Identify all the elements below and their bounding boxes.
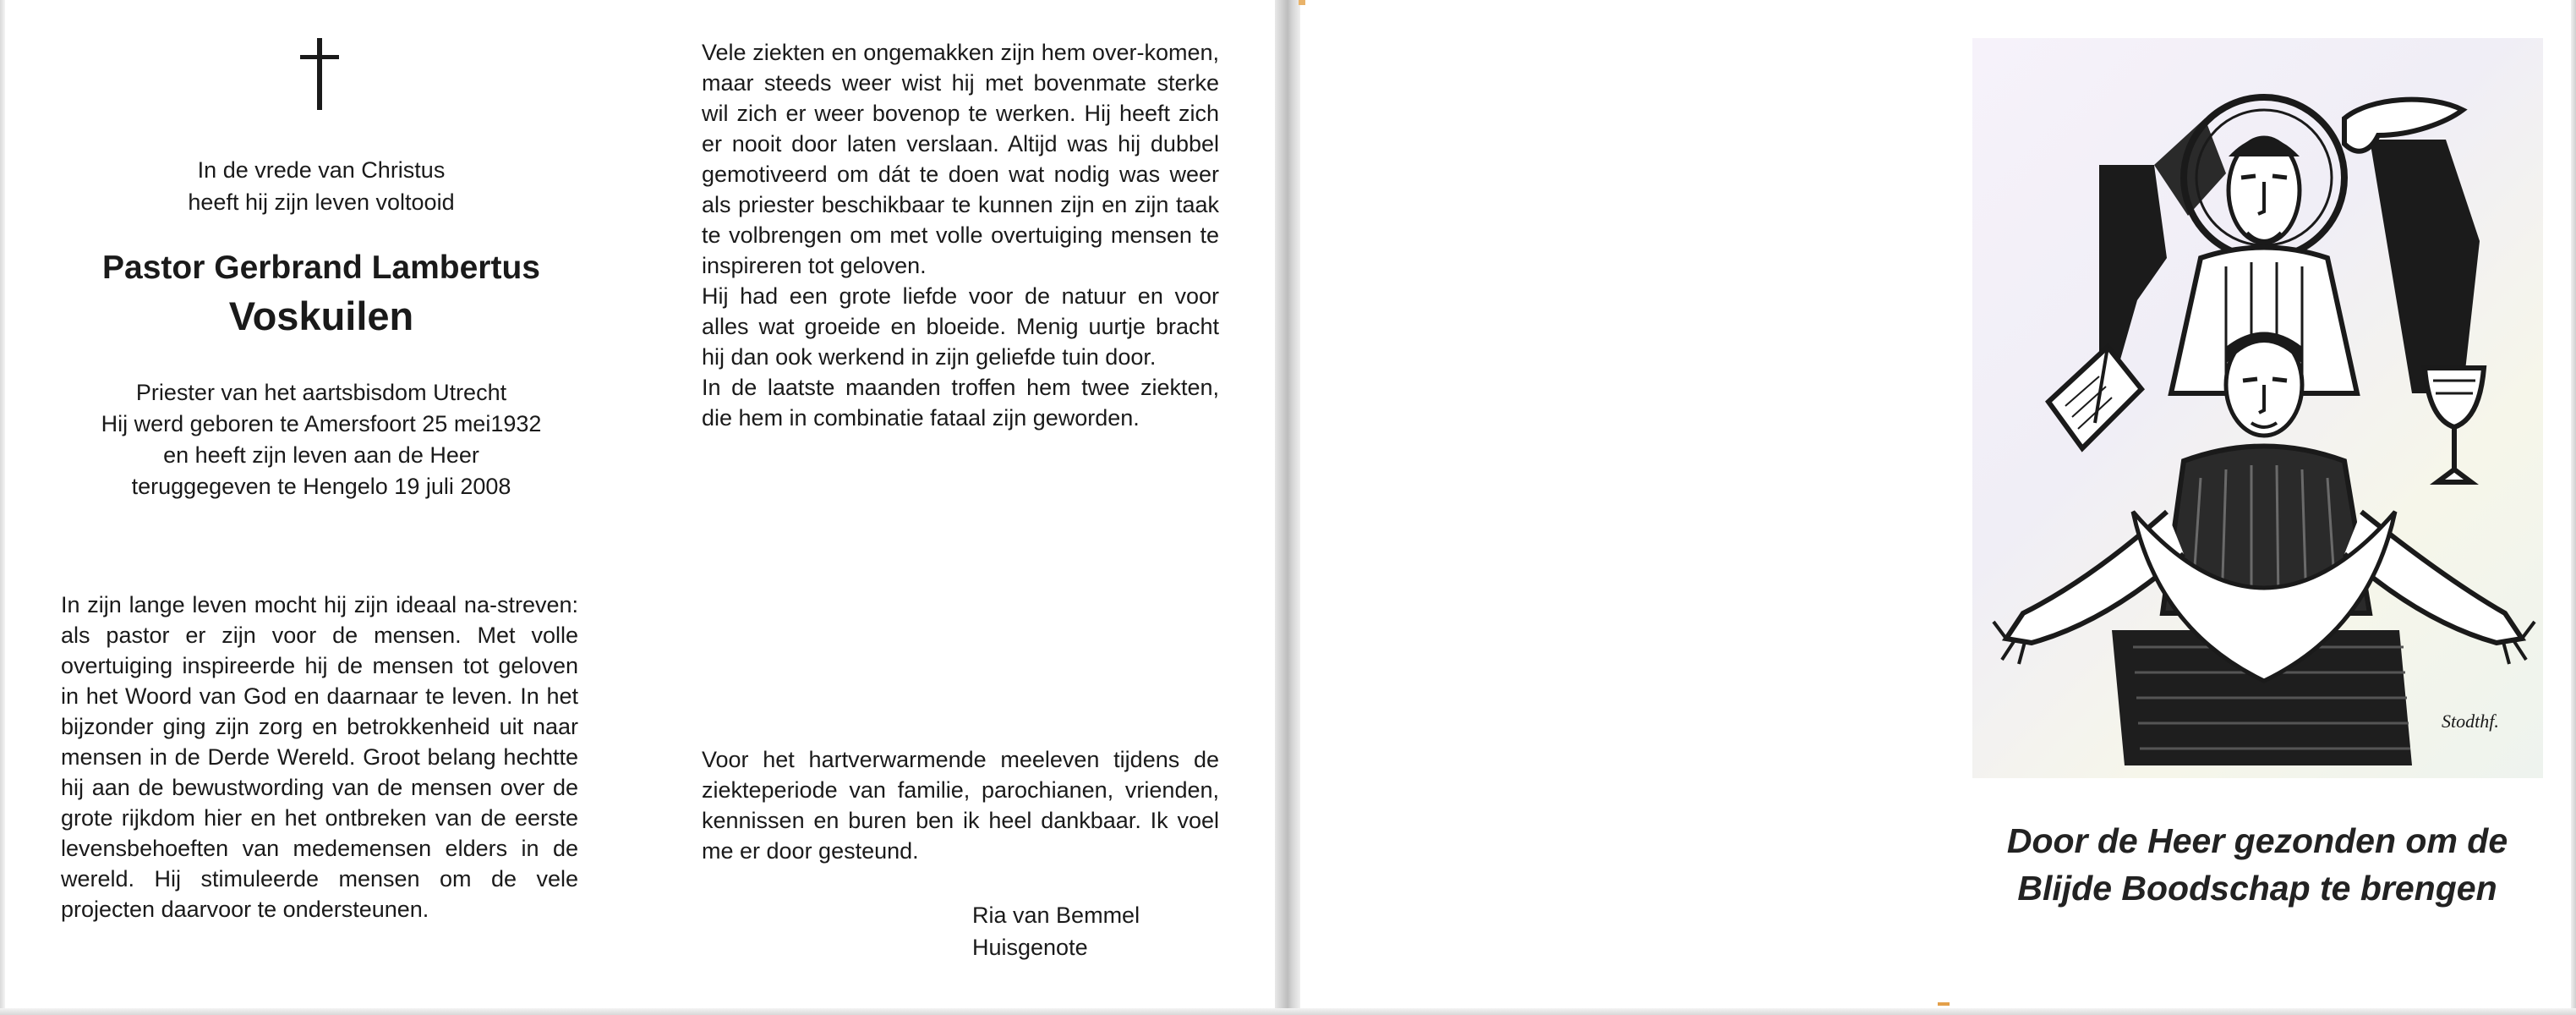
artist-signature: Stodthf.	[2442, 710, 2499, 732]
thanks-paragraph	[702, 744, 1219, 866]
intro-text	[59, 154, 583, 218]
card-left-edge	[0, 0, 5, 1015]
scan-mark-bottom	[1938, 1002, 1950, 1006]
paragraph-illness: Vele ziekten en ongemakken zijn hem over-komen, maar steeds weer wist hij met bovenmate sterke wil zich er weer bovenop te werken. Hij heeft zich er nooit door laten verslaan. Altijd was hij dubbel gemotiveerd om dát te doen wat nodig was weer als priester beschikbaar te kunnen zijn en zijn taak te volbrengen om met volle overtuiging mensen te inspireren tot geloven.	[702, 40, 1219, 278]
bio-line-1: Priester van het aartsbisdom Utrecht	[135, 380, 507, 405]
card-right-edge	[2571, 0, 2576, 1015]
signature-block	[972, 899, 1226, 963]
paragraph-ideal: In zijn lange leven mocht hij zijn ideaal na-streven: als pastor er zijn voor de mensen. Met volle overtuiging inspireerde hij de mensen tot geloven in het Woord van God en daarnaar te leven. In het bijzonder ging zijn zorg en betrokkenheid uit naar mensen in de Derde Wereld. Groot belang hechtte hij aan de bewustwording van de mensen over de grote rijkdom hier en het ontbreken van de eerste levensbehoeften van medemensen elders in de wereld. Hij stimuleerde mensen om de vele projecten daarvoor te ondersteunen.	[61, 592, 578, 922]
scan-mark-top	[1299, 0, 1305, 5]
chalice-icon	[2425, 368, 2484, 482]
illness-paragraph	[702, 37, 1219, 433]
biography-block	[59, 377, 583, 502]
deceased-name-last: Voskuilen	[228, 294, 414, 338]
card-bottom-edge	[0, 1008, 2576, 1015]
bio-line-4: teruggegeven te Hengelo 19 juli 2008	[131, 474, 511, 499]
intro-line-1: In de vrede van Christus	[197, 157, 446, 183]
card-fold	[1275, 0, 1300, 1015]
signature-role: Huisgenote	[972, 935, 1088, 960]
bio-line-2: Hij werd geboren te Amersfoort 25 mei1932	[101, 411, 542, 436]
christ-and-priest-drawing	[1972, 38, 2543, 778]
religious-illustration	[1972, 38, 2543, 778]
paragraph-thanks: Voor het hartverwarmende meeleven tijdens de ziekteperiode van familie, parochianen, vrienden, kennissen en buren ben ik heel dankbaar. Ik voel me er door gesteund.	[702, 747, 1219, 864]
caption-line-1: Door de Heer gezonden om de	[2006, 821, 2508, 860]
intro-line-2: heeft hij zijn leven voltooid	[188, 189, 455, 215]
deceased-name-first: Pastor Gerbrand Lambertus	[102, 250, 540, 286]
illustration-caption	[1953, 817, 2562, 912]
signature-name: Ria van Bemmel	[972, 903, 1140, 928]
bio-line-3: en heeft zijn leven aan de Heer	[163, 442, 479, 468]
paragraph-final-months: In de laatste maanden troffen hem twee ziekten, die hem in combinatie fataal zijn geworden.	[702, 375, 1219, 431]
caption-line-2: Blijde Boodschap te brengen	[2017, 869, 2497, 908]
life-paragraph	[61, 590, 578, 924]
cross-icon	[300, 38, 339, 110]
paragraph-nature: Hij had een grote liefde voor de natuur en voor alles wat groeide en bloeide. Menig uurtje bracht hij dan ook werkend in zijn geliefde tuin door.	[702, 283, 1219, 370]
